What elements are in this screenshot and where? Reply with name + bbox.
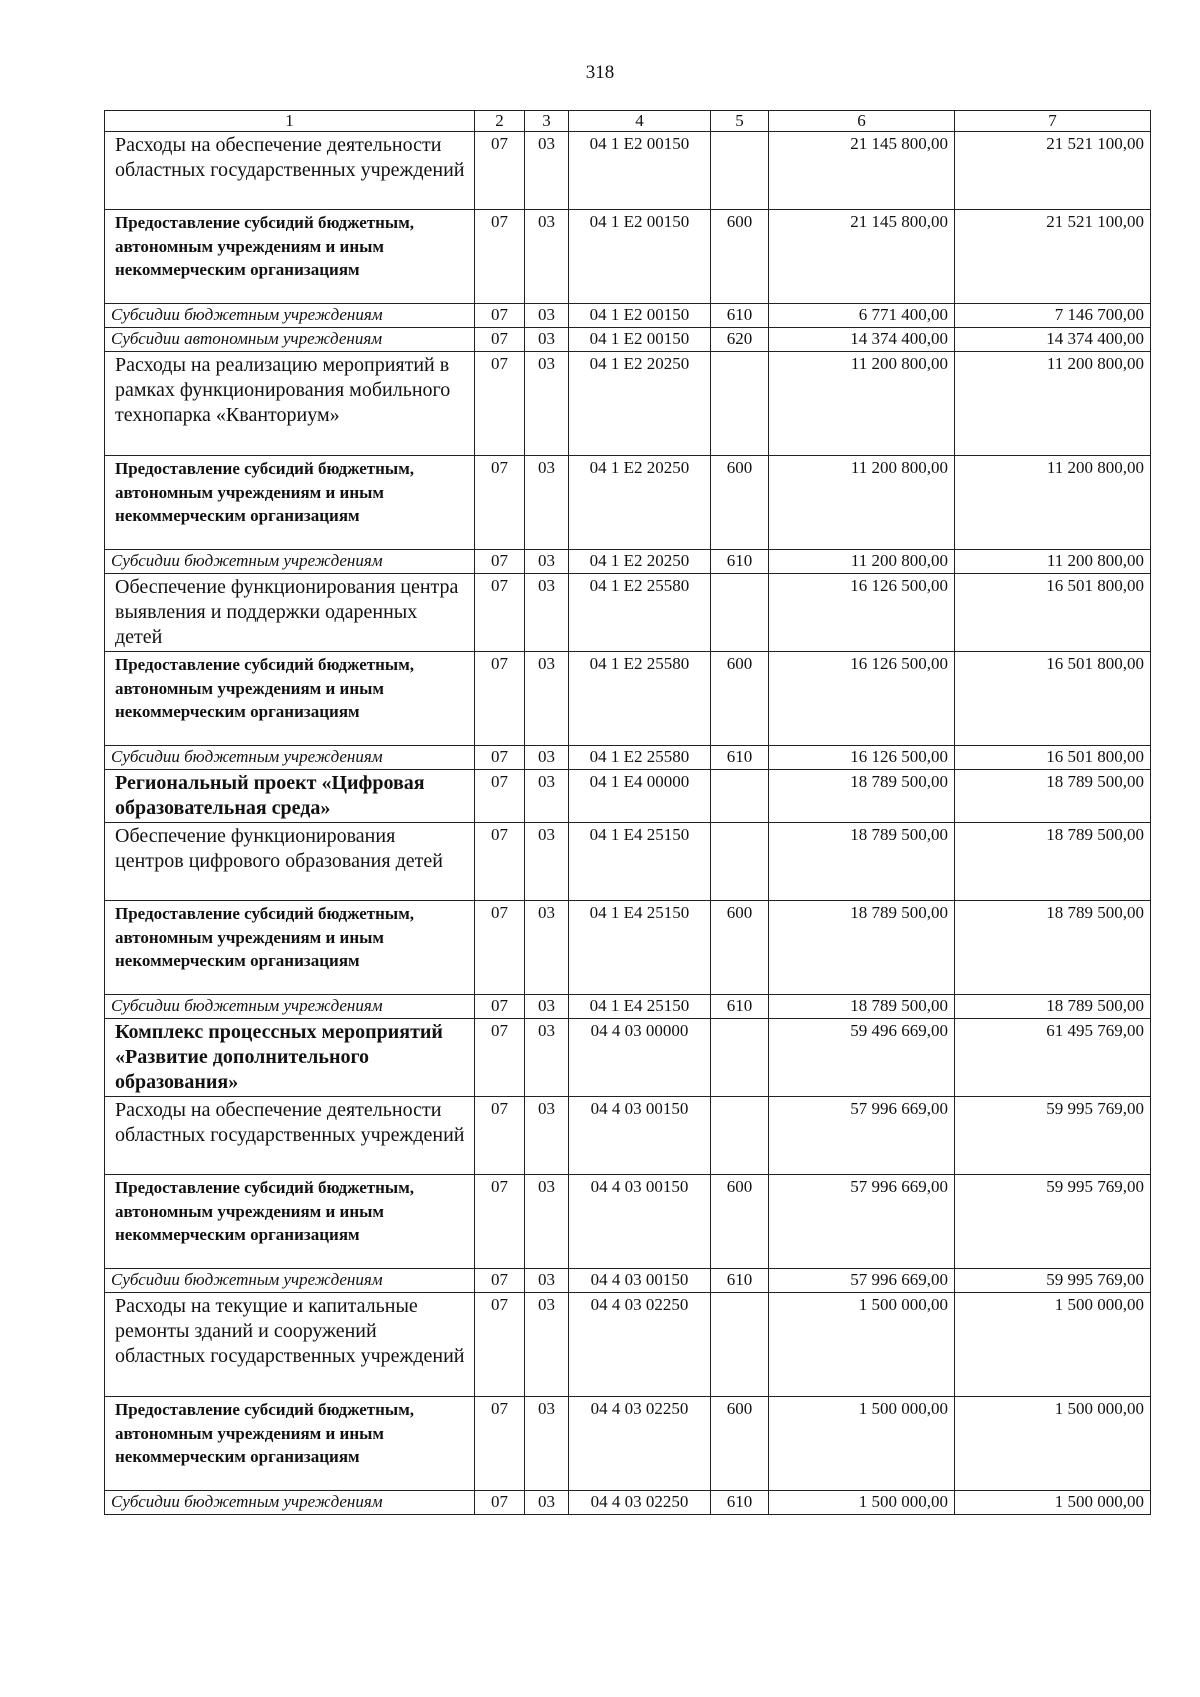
table-row — [105, 132, 1151, 210]
row-name-cell: Расходы на обеспечение деятельности областных государственных учреждений — [105, 132, 475, 210]
table-row — [105, 901, 1151, 995]
amount-year1-cell: 59 496 669,00 — [769, 1019, 955, 1097]
table-row — [105, 1019, 1151, 1097]
amount-year2-cell: 21 521 100,00 — [955, 210, 1151, 304]
row-name-cell: Субсидии бюджетным учреждениям — [105, 304, 475, 328]
table-row — [105, 1491, 1151, 1515]
row-name-cell: Региональный проект «Цифровая образовательная среда» — [105, 770, 475, 823]
amount-year1-cell: 16 126 500,00 — [769, 652, 955, 746]
amount-year2-cell: 59 995 769,00 — [955, 1097, 1151, 1175]
expense-type-cell: 610 — [711, 1491, 769, 1515]
row-name-cell: Субсидии бюджетным учреждениям — [105, 1491, 475, 1515]
row-name-cell: Субсидии автономным учреждениям — [105, 328, 475, 352]
expense-type-cell: 620 — [711, 328, 769, 352]
column-header: 3 — [525, 111, 569, 132]
amount-year1-cell: 18 789 500,00 — [769, 770, 955, 823]
amount-year1-cell: 16 126 500,00 — [769, 574, 955, 652]
amount-year1-cell: 11 200 800,00 — [769, 456, 955, 550]
expense-type-cell — [711, 132, 769, 210]
amount-year2-cell: 11 200 800,00 — [955, 550, 1151, 574]
subsection-code-cell: 03 — [525, 995, 569, 1019]
target-article-cell: 04 1 E2 25580 — [569, 652, 711, 746]
amount-year2-cell: 16 501 800,00 — [955, 746, 1151, 770]
row-name-cell: Расходы на обеспечение деятельности областных государственных учреждений — [105, 1097, 475, 1175]
table-row — [105, 210, 1151, 304]
target-article-cell: 04 1 E2 00150 — [569, 328, 711, 352]
table-row — [105, 550, 1151, 574]
target-article-cell: 04 4 03 00000 — [569, 1019, 711, 1097]
section-code-cell: 07 — [475, 352, 525, 456]
amount-year2-cell: 1 500 000,00 — [955, 1491, 1151, 1515]
table-row — [105, 995, 1151, 1019]
expense-type-cell: 610 — [711, 746, 769, 770]
row-name-cell: Предоставление субсидий бюджетным, автономным учреждениям и иным некоммерческим организациям — [105, 210, 475, 304]
amount-year2-cell: 1 500 000,00 — [955, 1397, 1151, 1491]
section-code-cell: 07 — [475, 1019, 525, 1097]
amount-year1-cell: 1 500 000,00 — [769, 1397, 955, 1491]
target-article-cell: 04 1 E4 00000 — [569, 770, 711, 823]
expense-type-cell: 600 — [711, 456, 769, 550]
section-code-cell: 07 — [475, 1175, 525, 1269]
subsection-code-cell: 03 — [525, 352, 569, 456]
amount-year2-cell: 18 789 500,00 — [955, 823, 1151, 901]
expense-type-cell: 610 — [711, 304, 769, 328]
expense-type-cell: 610 — [711, 1269, 769, 1293]
target-article-cell: 04 4 03 02250 — [569, 1491, 711, 1515]
section-code-cell: 07 — [475, 746, 525, 770]
amount-year1-cell: 57 996 669,00 — [769, 1269, 955, 1293]
amount-year1-cell: 6 771 400,00 — [769, 304, 955, 328]
row-name-cell: Комплекс процессных мероприятий «Развитие дополнительного образования» — [105, 1019, 475, 1097]
section-code-cell: 07 — [475, 456, 525, 550]
table-row — [105, 1097, 1151, 1175]
row-name-cell: Расходы на реализацию мероприятий в рамках функционирования мобильного технопарка «Кванториум» — [105, 352, 475, 456]
subsection-code-cell: 03 — [525, 304, 569, 328]
row-name-cell: Предоставление субсидий бюджетным, автономным учреждениям и иным некоммерческим организациям — [105, 1397, 475, 1491]
section-code-cell: 07 — [475, 210, 525, 304]
subsection-code-cell: 03 — [525, 770, 569, 823]
subsection-code-cell: 03 — [525, 652, 569, 746]
section-code-cell: 07 — [475, 574, 525, 652]
section-code-cell: 07 — [475, 328, 525, 352]
section-code-cell: 07 — [475, 901, 525, 995]
expense-type-cell — [711, 352, 769, 456]
target-article-cell: 04 4 03 02250 — [569, 1293, 711, 1397]
amount-year1-cell: 14 374 400,00 — [769, 328, 955, 352]
amount-year1-cell: 18 789 500,00 — [769, 823, 955, 901]
subsection-code-cell: 03 — [525, 823, 569, 901]
target-article-cell: 04 1 E2 20250 — [569, 352, 711, 456]
row-name-cell: Субсидии бюджетным учреждениям — [105, 746, 475, 770]
row-name-cell: Субсидии бюджетным учреждениям — [105, 550, 475, 574]
column-header: 6 — [769, 111, 955, 132]
expense-type-cell — [711, 1293, 769, 1397]
budget-table — [104, 110, 1151, 1515]
header-row — [105, 111, 1151, 132]
target-article-cell: 04 1 E2 25580 — [569, 746, 711, 770]
subsection-code-cell: 03 — [525, 1019, 569, 1097]
table-row — [105, 456, 1151, 550]
target-article-cell: 04 1 E2 00150 — [569, 304, 711, 328]
subsection-code-cell: 03 — [525, 1269, 569, 1293]
amount-year2-cell: 21 521 100,00 — [955, 132, 1151, 210]
table-row — [105, 770, 1151, 823]
amount-year2-cell: 16 501 800,00 — [955, 652, 1151, 746]
section-code-cell: 07 — [475, 1397, 525, 1491]
table-row — [105, 352, 1151, 456]
expense-type-cell: 600 — [711, 210, 769, 304]
amount-year2-cell: 59 995 769,00 — [955, 1175, 1151, 1269]
amount-year1-cell: 1 500 000,00 — [769, 1293, 955, 1397]
section-code-cell: 07 — [475, 770, 525, 823]
amount-year2-cell: 18 789 500,00 — [955, 770, 1151, 823]
subsection-code-cell: 03 — [525, 1491, 569, 1515]
amount-year2-cell: 59 995 769,00 — [955, 1269, 1151, 1293]
row-name-cell: Субсидии бюджетным учреждениям — [105, 995, 475, 1019]
expense-type-cell — [711, 823, 769, 901]
subsection-code-cell: 03 — [525, 456, 569, 550]
amount-year1-cell: 57 996 669,00 — [769, 1097, 955, 1175]
row-name-cell: Предоставление субсидий бюджетным, автономным учреждениям и иным некоммерческим организациям — [105, 1175, 475, 1269]
subsection-code-cell: 03 — [525, 1397, 569, 1491]
row-name-cell: Предоставление субсидий бюджетным, автономным учреждениям и иным некоммерческим организациям — [105, 901, 475, 995]
row-name-cell: Обеспечение функционирования центра выявления и поддержки одаренных детей — [105, 574, 475, 652]
table-row — [105, 1293, 1151, 1397]
amount-year2-cell: 18 789 500,00 — [955, 995, 1151, 1019]
amount-year1-cell: 11 200 800,00 — [769, 352, 955, 456]
column-header: 7 — [955, 111, 1151, 132]
section-code-cell: 07 — [475, 132, 525, 210]
expense-type-cell: 610 — [711, 550, 769, 574]
subsection-code-cell: 03 — [525, 746, 569, 770]
amount-year1-cell: 1 500 000,00 — [769, 1491, 955, 1515]
amount-year1-cell: 21 145 800,00 — [769, 132, 955, 210]
target-article-cell: 04 4 03 00150 — [569, 1175, 711, 1269]
expense-type-cell: 600 — [711, 652, 769, 746]
subsection-code-cell: 03 — [525, 328, 569, 352]
section-code-cell: 07 — [475, 304, 525, 328]
table-row — [105, 823, 1151, 901]
amount-year2-cell: 14 374 400,00 — [955, 328, 1151, 352]
section-code-cell: 07 — [475, 1293, 525, 1397]
section-code-cell: 07 — [475, 652, 525, 746]
target-article-cell: 04 1 E4 25150 — [569, 901, 711, 995]
amount-year2-cell: 7 146 700,00 — [955, 304, 1151, 328]
amount-year2-cell: 1 500 000,00 — [955, 1293, 1151, 1397]
expense-type-cell — [711, 1019, 769, 1097]
subsection-code-cell: 03 — [525, 901, 569, 995]
expense-type-cell: 610 — [711, 995, 769, 1019]
section-code-cell: 07 — [475, 995, 525, 1019]
target-article-cell: 04 4 03 00150 — [569, 1269, 711, 1293]
row-name-cell: Обеспечение функционирования центров цифрового образования детей — [105, 823, 475, 901]
section-code-cell: 07 — [475, 823, 525, 901]
target-article-cell: 04 1 E2 00150 — [569, 210, 711, 304]
expense-type-cell — [711, 1097, 769, 1175]
table-row — [105, 574, 1151, 652]
subsection-code-cell: 03 — [525, 574, 569, 652]
target-article-cell: 04 1 E2 00150 — [569, 132, 711, 210]
expense-type-cell: 600 — [711, 1397, 769, 1491]
amount-year1-cell: 57 996 669,00 — [769, 1175, 955, 1269]
amount-year1-cell: 18 789 500,00 — [769, 901, 955, 995]
row-name-cell: Субсидии бюджетным учреждениям — [105, 1269, 475, 1293]
expense-type-cell — [711, 770, 769, 823]
table-row — [105, 1397, 1151, 1491]
table-body — [105, 132, 1151, 1515]
amount-year1-cell: 18 789 500,00 — [769, 995, 955, 1019]
subsection-code-cell: 03 — [525, 1175, 569, 1269]
row-name-cell: Предоставление субсидий бюджетным, автономным учреждениям и иным некоммерческим организациям — [105, 652, 475, 746]
row-name-cell: Расходы на текущие и капитальные ремонты зданий и сооружений областных государственных учреждений — [105, 1293, 475, 1397]
table-row — [105, 1175, 1151, 1269]
amount-year2-cell: 18 789 500,00 — [955, 901, 1151, 995]
target-article-cell: 04 1 E2 20250 — [569, 456, 711, 550]
amount-year2-cell: 16 501 800,00 — [955, 574, 1151, 652]
section-code-cell: 07 — [475, 1097, 525, 1175]
page-number: 318 — [585, 62, 615, 83]
column-header: 5 — [711, 111, 769, 132]
subsection-code-cell: 03 — [525, 550, 569, 574]
table-row — [105, 304, 1151, 328]
amount-year2-cell: 61 495 769,00 — [955, 1019, 1151, 1097]
section-code-cell: 07 — [475, 1491, 525, 1515]
table-row — [105, 1269, 1151, 1293]
target-article-cell: 04 4 03 00150 — [569, 1097, 711, 1175]
subsection-code-cell: 03 — [525, 210, 569, 304]
target-article-cell: 04 1 E4 25150 — [569, 995, 711, 1019]
row-name-cell: Предоставление субсидий бюджетным, автономным учреждениям и иным некоммерческим организациям — [105, 456, 475, 550]
amount-year2-cell: 11 200 800,00 — [955, 352, 1151, 456]
expense-type-cell: 600 — [711, 1175, 769, 1269]
amount-year1-cell: 16 126 500,00 — [769, 746, 955, 770]
subsection-code-cell: 03 — [525, 1293, 569, 1397]
section-code-cell: 07 — [475, 550, 525, 574]
subsection-code-cell: 03 — [525, 1097, 569, 1175]
column-header: 2 — [475, 111, 525, 132]
amount-year1-cell: 11 200 800,00 — [769, 550, 955, 574]
table-row — [105, 746, 1151, 770]
column-header: 4 — [569, 111, 711, 132]
target-article-cell: 04 1 E2 20250 — [569, 550, 711, 574]
target-article-cell: 04 1 E2 25580 — [569, 574, 711, 652]
subsection-code-cell: 03 — [525, 132, 569, 210]
target-article-cell: 04 4 03 02250 — [569, 1397, 711, 1491]
table-row — [105, 328, 1151, 352]
section-code-cell: 07 — [475, 1269, 525, 1293]
amount-year2-cell: 11 200 800,00 — [955, 456, 1151, 550]
expense-type-cell: 600 — [711, 901, 769, 995]
table-row — [105, 652, 1151, 746]
column-header: 1 — [105, 111, 475, 132]
amount-year1-cell: 21 145 800,00 — [769, 210, 955, 304]
expense-type-cell — [711, 574, 769, 652]
target-article-cell: 04 1 E4 25150 — [569, 823, 711, 901]
